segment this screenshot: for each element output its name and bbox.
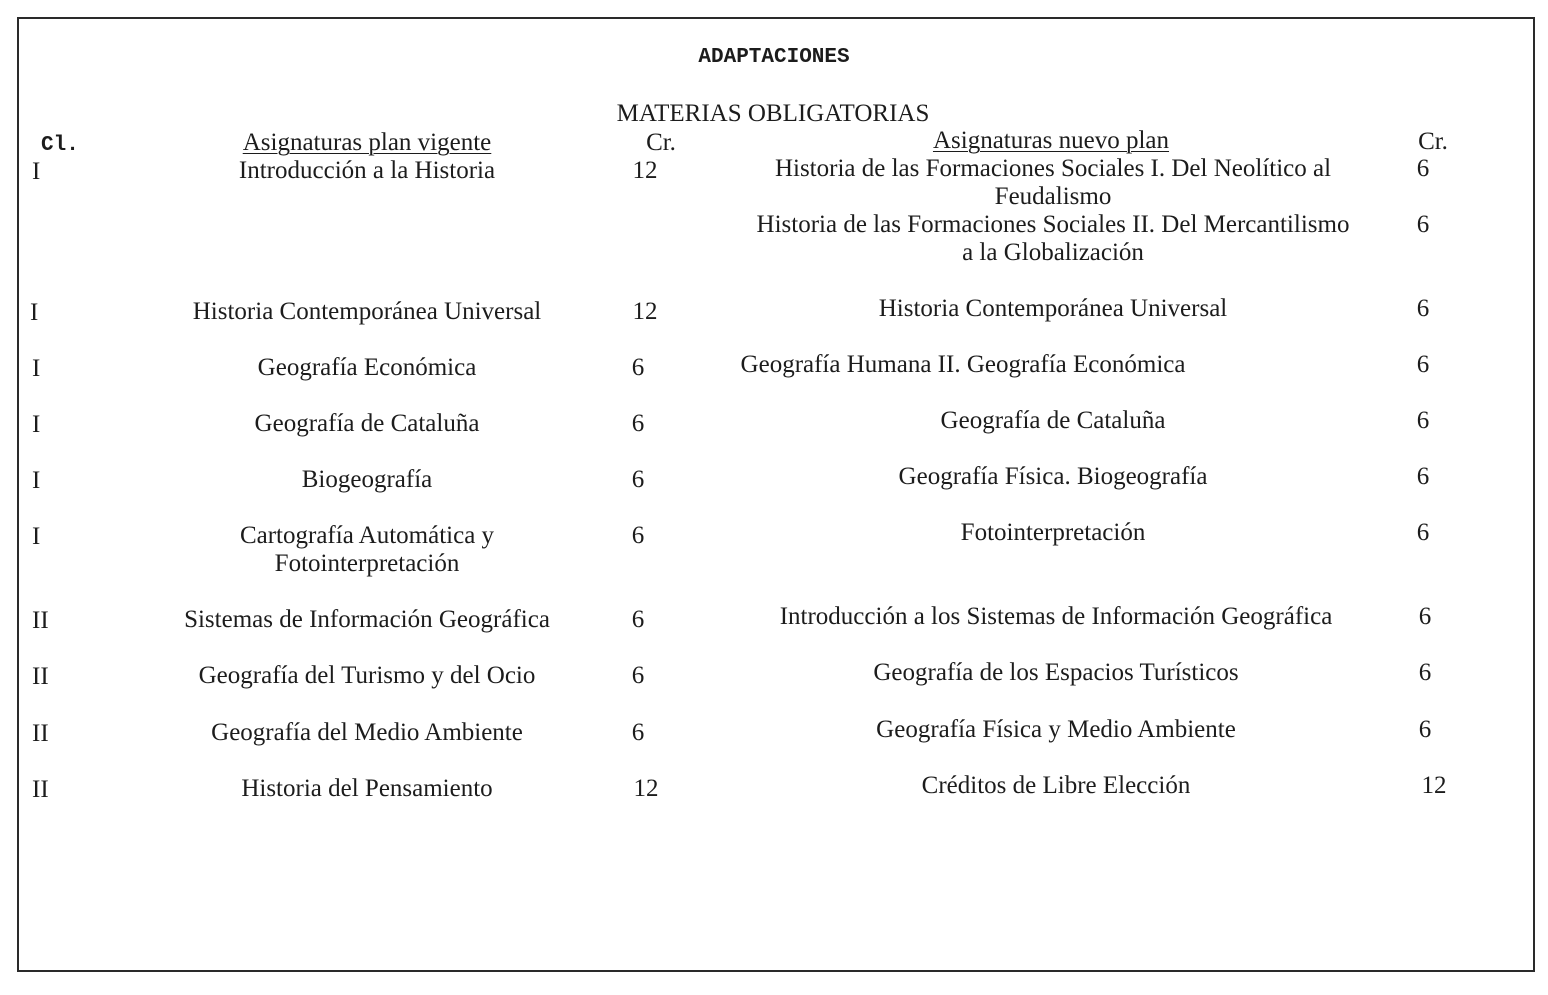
row-new-subject: Geografía de Cataluña bbox=[940, 407, 1166, 434]
row-class: I bbox=[32, 158, 41, 185]
row-current-subject-cont: Fotointerpretación bbox=[274, 550, 460, 577]
header-credits-current: Cr. bbox=[646, 129, 676, 156]
row-current-credits: 12 bbox=[632, 157, 658, 184]
row-new-subject: Geografía Física y Medio Ambiente bbox=[876, 716, 1236, 743]
row-current-subject: Geografía del Turismo y del Ocio bbox=[198, 662, 536, 689]
row-new-subject: Geografía de los Espacios Turísticos bbox=[873, 659, 1239, 686]
row-new-credits: 6 bbox=[1416, 519, 1430, 546]
row-current-subject: Geografía del Medio Ambiente bbox=[211, 719, 523, 746]
row-class: II bbox=[32, 607, 49, 634]
row-new-credits: 6 bbox=[1416, 295, 1430, 322]
row-new-credits: 6 bbox=[1418, 716, 1432, 743]
row-current-subject: Cartografía Automática y bbox=[239, 522, 495, 549]
row-new-subject: Créditos de Libre Elección bbox=[921, 772, 1191, 799]
row-current-credits: 12 bbox=[633, 775, 659, 802]
row-current-subject: Geografía de Cataluña bbox=[254, 410, 480, 437]
row-current-credits: 6 bbox=[631, 466, 645, 493]
row-new-subject-cont: Feudalismo bbox=[994, 183, 1112, 210]
row-new-credits: 6 bbox=[1418, 659, 1432, 686]
row-class: II bbox=[32, 663, 49, 690]
row-new-credits: 6 bbox=[1416, 407, 1430, 434]
row-new-subject-cont: a la Globalización bbox=[962, 239, 1144, 266]
row-current-subject: Introducción a la Historia bbox=[238, 157, 496, 184]
row-current-credits: 6 bbox=[631, 354, 645, 381]
row-new-subject: Historia de las Formaciones Sociales I. Del Neolítico al bbox=[774, 155, 1332, 182]
row-new-subject: Introducción a los Sistemas de Información Geográfica bbox=[779, 603, 1333, 630]
document-title: ADAPTACIONES bbox=[698, 46, 850, 69]
row-current-credits: 6 bbox=[631, 606, 645, 633]
row-current-credits: 6 bbox=[631, 662, 645, 689]
row-current-credits: 6 bbox=[631, 522, 645, 549]
row-current-credits: 12 bbox=[632, 298, 658, 325]
row-current-subject: Geografía Económica bbox=[257, 354, 477, 381]
row-class: I bbox=[32, 355, 41, 382]
row-current-subject: Sistemas de Información Geográfica bbox=[184, 606, 550, 633]
header-credits-new: Cr. bbox=[1418, 128, 1448, 155]
row-new-subject: Historia Contemporánea Universal bbox=[878, 295, 1228, 322]
row-class: I bbox=[32, 523, 41, 550]
row-class: II bbox=[32, 776, 49, 803]
row-class: II bbox=[32, 720, 49, 747]
row-new-subject: Fotointerpretación bbox=[960, 519, 1146, 546]
row-class: I bbox=[30, 299, 39, 326]
row-new-subject: Geografía Física. Biogeografía bbox=[898, 463, 1208, 490]
row-new-credits: 6 bbox=[1416, 211, 1430, 238]
row-new-credits: 6 bbox=[1416, 155, 1430, 182]
row-new-credits: 12 bbox=[1421, 772, 1447, 799]
row-current-subject: Historia Contemporánea Universal bbox=[192, 298, 542, 325]
header-cl: Cl. bbox=[41, 134, 79, 157]
row-current-credits: 6 bbox=[631, 410, 645, 437]
header-new-plan: Asignaturas nuevo plan bbox=[932, 127, 1170, 154]
row-new-credits: 6 bbox=[1416, 351, 1430, 378]
row-current-subject: Biogeografía bbox=[301, 466, 433, 493]
row-current-subject: Historia del Pensamiento bbox=[241, 775, 493, 802]
header-current-plan: Asignaturas plan vigente bbox=[242, 129, 492, 156]
row-current-credits: 6 bbox=[631, 719, 645, 746]
row-class: I bbox=[32, 467, 41, 494]
row-new-credits: 6 bbox=[1416, 463, 1430, 490]
row-new-subject: Geografía Humana II. Geografía Económica bbox=[740, 351, 1186, 378]
row-class: I bbox=[32, 411, 41, 438]
section-title: MATERIAS OBLIGATORIAS bbox=[616, 100, 930, 127]
row-new-credits: 6 bbox=[1418, 603, 1432, 630]
row-new-subject: Historia de las Formaciones Sociales II. Del Mercantilismo bbox=[756, 211, 1350, 238]
